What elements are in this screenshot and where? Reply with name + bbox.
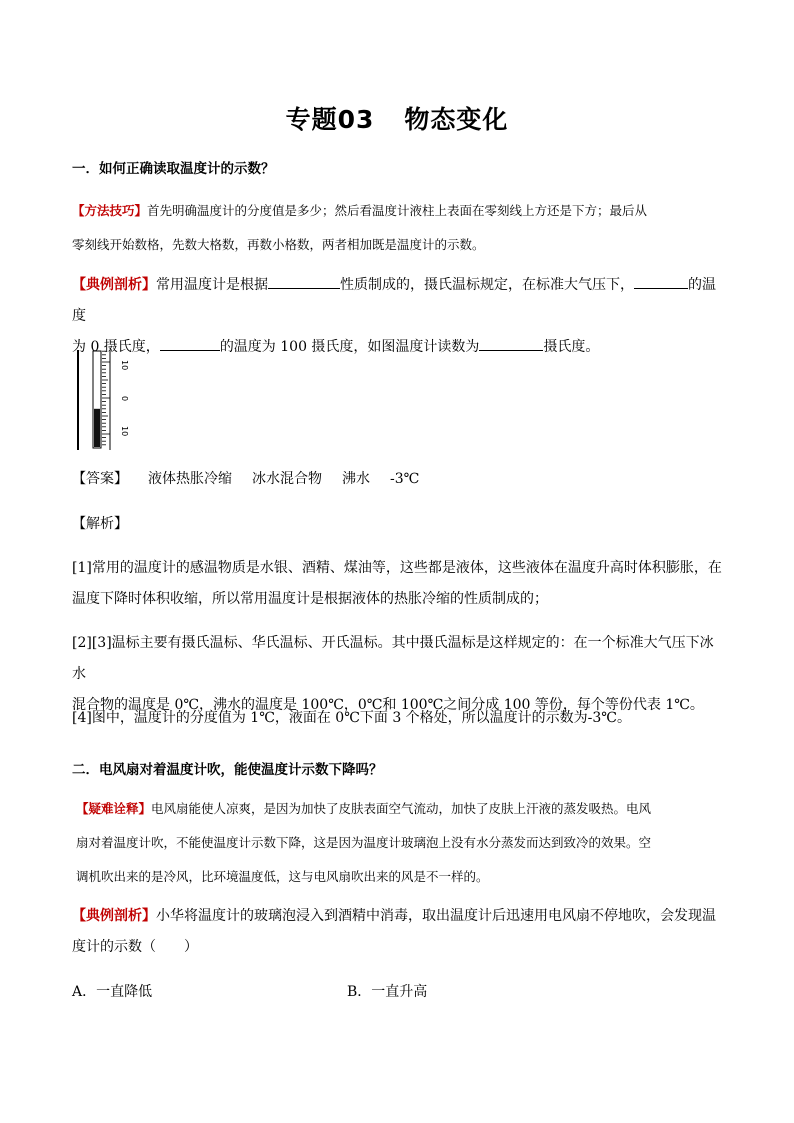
- analysis-p3: [72, 703, 724, 734]
- example1-text: 的温度为 100 摄氏度，如图温度计读数为: [219, 339, 480, 355]
- answer-item: 液体热胀冷缩: [148, 471, 232, 487]
- method-tip: [72, 194, 724, 262]
- answer-item: 冰水混合物: [252, 471, 322, 487]
- thermometer-scale: [102, 351, 110, 445]
- analysis-p1: [72, 553, 724, 615]
- method-line1: 首先明确温度计的分度值是多少；然后看温度计液柱上表面在零刻线上方还是下方；最后从: [147, 203, 648, 218]
- page-title: [0, 100, 794, 136]
- example1-text: 摄氏度。: [543, 339, 600, 355]
- answer-blank-2[interactable]: [634, 274, 688, 289]
- answer-blank-1[interactable]: [268, 274, 340, 289]
- example1-text: 的温度: [72, 277, 716, 324]
- example1-text: 常用温度计是根据: [156, 277, 268, 293]
- tick-label-bottom: 10: [120, 426, 129, 437]
- option-b[interactable]: B．一直升高: [347, 984, 428, 1000]
- analysis-label: 【解析】: [72, 516, 128, 532]
- tick-label-top: 10: [120, 360, 129, 371]
- example2-tag: 【典例剖析】: [72, 908, 156, 924]
- example2-text: 度计的示数（ ）: [72, 939, 198, 955]
- title-topic: 专题03: [285, 105, 375, 134]
- answer-blank-4[interactable]: [479, 336, 543, 351]
- example1-tag: 【典例剖析】: [72, 277, 156, 293]
- section1-heading: 一．如何正确读取温度计的示数？: [72, 161, 275, 177]
- tick-label-zero: 0: [120, 396, 129, 402]
- answer-label: 【答案】: [72, 471, 128, 487]
- difficulty-tag: 【疑难诠释】: [76, 801, 152, 816]
- thermometer-liquid-column: [94, 409, 100, 447]
- tip-text: 电风扇能使人凉爽，是因为加快了皮肤表面空气流动，加快了皮肤上汗液的蒸发吸热。电风: [151, 801, 652, 816]
- example2: [72, 901, 724, 963]
- analysis-text: [4]图中，温度计的分度值为 1℃，液面在 0℃下面 3 个格处，所以温度计的示数为-3℃。: [72, 710, 631, 726]
- analysis-text: [1]常用的温度计的感温物质是水银、酒精、煤油等，这些都是液体，这些液体在温度升高时体积膨胀，在: [72, 560, 722, 576]
- tip-text: 扇对着温度计吹，不能使温度计示数下降，这是因为温度计玻璃泡上没有水分蒸发而达到致冷的效果。空: [76, 835, 652, 850]
- example1: [72, 270, 724, 363]
- answer-item: 沸水: [342, 471, 370, 487]
- example1-text: 性质制成的，摄氏温标规定，在标准大气压下，: [340, 277, 634, 293]
- thermometer-figure: [76, 348, 128, 452]
- option-a[interactable]: A．一直降低: [72, 984, 153, 1000]
- title-name: 物态变化: [404, 105, 509, 134]
- answer-item: -3℃: [390, 471, 420, 487]
- analysis-text: 混合物的温度是 0℃，沸水的温度是 100℃，0℃和 100℃之间分成 100 等份，每个等份代表 1℃。: [72, 697, 704, 713]
- section2-heading: 二．电风扇对着温度计吹，能使温度计示数下降吗？: [72, 762, 383, 778]
- answer-blank-3[interactable]: [160, 336, 220, 351]
- example1-text: 为 0 摄氏度，: [72, 339, 160, 355]
- difficulty-tip: [76, 792, 728, 894]
- method-line2: 零刻线开始数格，先数大格数，再数小格数，两者相加既是温度计的示数。: [72, 237, 485, 252]
- analysis-text: 温度下降时体积收缩，所以常用温度计是根据液体的热胀冷缩的性质制成的；: [72, 591, 548, 607]
- example2-text: 小华将温度计的玻璃泡浸入到酒精中消毒，取出温度计后迅速用电风扇不停地吹，会发现温: [156, 908, 716, 924]
- analysis-text: [2][3]温标主要有摄氏温标、华氏温标、开氏温标。其中摄氏温标是这样规定的：在一个标准大气压下冰水: [72, 635, 714, 682]
- answer-row: [72, 469, 419, 489]
- tip-text: 调机吹出来的是冷风，比环境温度低，这与电风扇吹出来的风是不一样的。: [76, 869, 489, 884]
- method-tag: 【方法技巧】: [72, 203, 148, 218]
